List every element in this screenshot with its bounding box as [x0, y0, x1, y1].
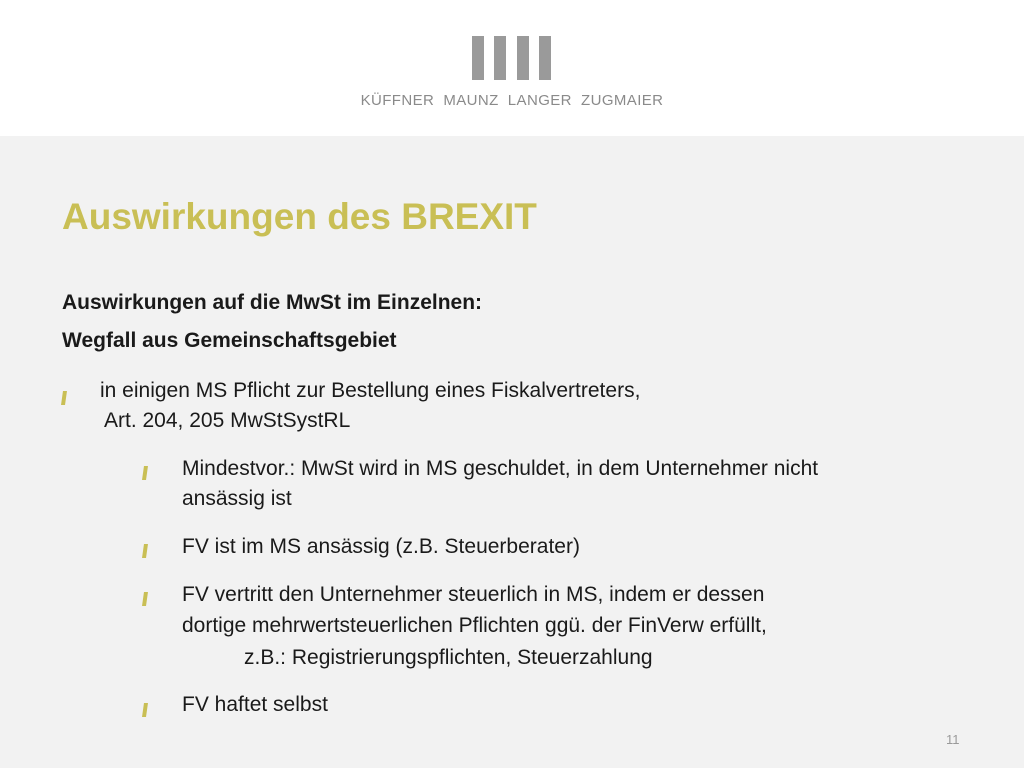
sub-bullet-text: ansässig ist	[182, 487, 292, 510]
sub-bullet-text: z.B.: Registrierungspflichten, Steuerzahlung	[244, 646, 653, 669]
sub-bullet-text: FV haftet selbst	[182, 693, 328, 716]
subheading-topic: Wegfall aus Gemeinschaftsgebiet	[62, 329, 397, 352]
sub-bullet-marker	[142, 466, 148, 480]
sub-bullet-text: FV ist im MS ansässig (z.B. Steuerberater)	[182, 535, 580, 558]
page-number: 11	[946, 732, 960, 747]
slide-title: Auswirkungen des BREXIT	[62, 196, 537, 237]
sub-bullet-text: Mindestvor.: MwSt wird in MS geschuldet, in dem Unternehmer nicht	[182, 457, 819, 480]
sub-bullet-marker	[142, 544, 148, 558]
logo-text: KÜFFNER MAUNZ LANGER ZUGMAIER	[360, 92, 664, 109]
sub-bullet-marker	[142, 703, 148, 717]
logo-bar	[539, 36, 551, 80]
bullet-text: Art. 204, 205 MwStSystRL	[104, 409, 351, 432]
sub-bullet-text: FV vertritt den Unternehmer steuerlich in MS, indem er dessen	[182, 583, 765, 606]
header-band	[0, 0, 1024, 136]
sub-bullet-marker	[142, 592, 148, 606]
bullet-marker	[61, 391, 67, 405]
subheading-details: Auswirkungen auf die MwSt im Einzelnen:	[62, 291, 483, 314]
logo-bar	[472, 36, 484, 80]
bullet-text: in einigen MS Pflicht zur Bestellung eines Fiskalvertreters,	[100, 379, 641, 402]
logo-bar	[517, 36, 529, 80]
sub-bullet-text: dortige mehrwertsteuerlichen Pflichten ggü. der FinVerw erfüllt,	[182, 614, 767, 637]
logo-bar	[494, 36, 506, 80]
logo-mark	[472, 36, 552, 80]
